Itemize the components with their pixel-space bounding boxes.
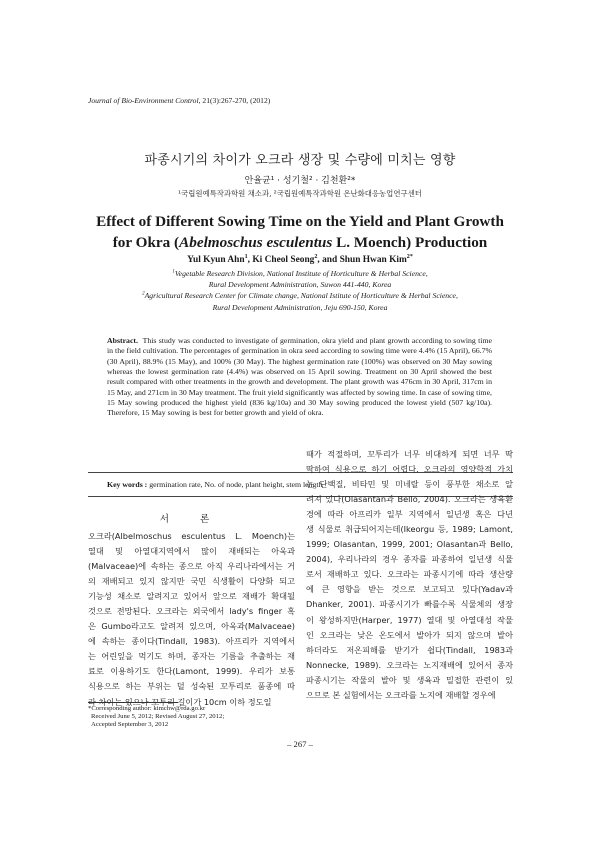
body-text-line: Dhanker, 2001). 파종시기가 빠를수록 식물체의 생장 <box>306 599 513 610</box>
section-heading-introduction: 서 론 <box>159 514 224 525</box>
body-text-line: 1999; Olasantan, 1999, 2001; Olasantan과 Bello, <box>306 539 513 550</box>
korean-authors: 안율균¹ · 성기철² · 김천환²* <box>244 176 356 186</box>
footnote-accepted: Accepted September 3, 2012 <box>91 720 169 728</box>
affiliation-text: Rural Development Administration, Suwon 441-440, Korea <box>208 280 392 290</box>
body-text-line: 때가 적절하며, 꼬투리가 너무 비대하게 되면 너무 딱 <box>306 449 513 459</box>
body-text-line: 이 왕성하지만(Harper, 1977) 열대 및 아열대성 작물 <box>306 614 513 625</box>
body-text-line: 는 어린잎을 먹기도 하며, 종자는 기름을 추출하는 재 <box>88 651 295 662</box>
journal-header <box>88 96 508 105</box>
keywords-label: Key words : <box>107 480 148 489</box>
body-text-line: 열대 및 아열대지역에서 많이 재배되는 아욱과 <box>88 546 295 557</box>
body-text-line: 오크라(Albelmoschus esculentus L. Moench)는 <box>88 531 295 541</box>
affiliation-line <box>90 302 510 313</box>
english-authors <box>0 255 600 265</box>
author-2: Ki Cheol Seong <box>252 255 315 265</box>
body-text-line: Nonnecke, 1989). 오크라는 노지재배에 있어서 종자 <box>306 659 513 670</box>
body-text-line: 생 식물로 취급되어지는데(Ikeorgu 등, 1989; Lamont, <box>306 524 513 535</box>
author-3-sup: 2* <box>406 253 413 260</box>
english-title <box>60 211 540 253</box>
body-text-line: 것으로 전망된다. 오크라는 외국에서 lady's finger 혹 <box>88 606 295 617</box>
author-3: Shun Hwan Kim <box>339 255 407 265</box>
keywords-text: germination rate, No. of node, plant height, stem length <box>147 480 323 489</box>
affiliation-text: Agricultural Research Center for Climate change, National Istitute of Horticulture & Herbal Science, <box>144 291 458 301</box>
affiliation-line <box>90 268 510 279</box>
body-text-line: 기능성 채소로 알려지고 있어서 앞으로 재배가 확대될 <box>88 591 295 602</box>
affiliation-text: Vegetable Research Division, National Institute of Horticulture & Herbal Science, <box>174 269 428 278</box>
abstract-text: This study was conducted to investigate of germination, okra yield and plant growth according to sowing time in the field cultivation. The percentages of germination in okra seed according to sowing time were 4.4% (15 April), 66.7% (30 April), 88.9% (15 May), and 100% (30 May). The highest germination rate (100%) was observed on 30 May sowing whereas the lowest germination rate (4.4%) was observed on 15 April sowing. Treatment on 30 April showed the best result compared with other treatments in the growth and development. The plant growth was 476cm in 30 April, 317cm in 15 May, and 271cm in 30 May treatment. The fruit yield significantly was affected by sowing time. In case of sowing time, 15 May sowing produced the highest yield (836 kg/10a) and 30 May sowing produced the lowest yield (507 kg/10a). Therefore, 15 May sowing is best for better growth and yield of okra. <box>107 336 492 418</box>
body-text-line: 에 속하는 종이다(Tindall, 1983). 아프리카 지역에서 <box>88 636 295 647</box>
footnote-received: Received June 5, 2012; Revised August 27, 2012; <box>91 712 225 720</box>
body-text-line: 경에 따라 아프리카 일부 지역에서 일년생 혹은 다년 <box>306 509 513 520</box>
abstract <box>107 336 492 419</box>
english-affiliations <box>90 268 510 313</box>
affiliation-line <box>90 279 510 290</box>
author-1: Yul Kyun Ahn <box>187 255 245 265</box>
english-title-species: Abelmoschus esculentus <box>179 234 333 251</box>
author-sep-2: , and <box>317 255 340 265</box>
body-text-line: (Malvaceae)에 속하는 종으로 아직 우리나라에서는 거 <box>88 561 295 572</box>
footnote-corresponding: *Corresponding author: kimchw@rda.go.kr <box>88 705 206 712</box>
journal-name: Journal of Bio-Environment Control, <box>88 96 201 105</box>
korean-affiliation: ¹국립원예특작과학원 채소과, ²국립원예특작과학원 온난화대응농업연구센터 <box>178 189 422 198</box>
body-text-line: 료로 이용하기도 한다(Lamont, 1999). 우리가 보통 <box>88 666 295 677</box>
affiliation-sup: 1 <box>172 269 175 275</box>
footnote-rule <box>88 702 178 703</box>
body-text-line: 라 차이는 있으나 꼬투리 길이가 10cm 이하 정도일 <box>88 696 272 707</box>
body-text-line: 려져 있다(Olasantan과 Bello, 2004). 오크라는 생육환 <box>306 494 513 505</box>
english-title-line2-post: L. Moench) Production <box>332 234 488 251</box>
affiliation-sup: 2 <box>142 291 145 297</box>
english-title-line1: Effect of Different Sowing Time on the Yield and Plant Growth <box>96 213 504 230</box>
author-2-sup: 2 <box>314 253 318 260</box>
affiliation-line <box>90 290 510 301</box>
body-text-line: 에 큰 영향을 받는 것으로 보고되고 있다(Yadav과 <box>306 584 513 595</box>
page-number: – 267 – <box>287 739 313 749</box>
body-column-right <box>306 447 513 703</box>
author-1-sup: 1 <box>244 253 248 260</box>
body-text-line: 의 재배되고 있지 않지만 국민 식생활이 다양화 되고 <box>88 576 295 587</box>
body-column-left <box>88 529 295 710</box>
body-text-line: 파종시기는 작물의 발아 및 생육과 밀접한 관련이 있 <box>306 674 513 685</box>
affiliation-text: Rural Development Administration, Jeju 690-150, Korea <box>212 302 388 312</box>
footnote <box>88 705 303 729</box>
body-text-line: 2004), 우리나라의 경우 종자를 파종하여 일년생 식물 <box>306 554 513 565</box>
english-title-line2-pre: for Okra ( <box>112 234 180 251</box>
body-text-line: 는 단백질, 비타민 및 미네랄 등이 풍부한 채소로 알 <box>306 479 513 490</box>
body-text-line: 인 오크라는 낮은 온도에서 발아가 되지 않으며 발아 <box>306 629 513 640</box>
abstract-label: Abstract. <box>107 336 138 345</box>
korean-title: 파종시기의 차이가 오크라 생장 및 수량에 미치는 영향 <box>144 153 456 168</box>
body-text-line: 은 Gumbo라고도 알려져 있으며, 아욱과(Malvaceae) <box>88 621 295 632</box>
author-sep-1: , <box>247 255 253 265</box>
body-text-line: 하더라도 저온피해를 받기가 쉽다(Tindall, 1983과 <box>306 644 513 655</box>
body-text-line: 딱하여 식용으로 하기 어렵다. 오크라의 영양학적 가치 <box>306 464 513 475</box>
journal-issue: 21(3):267-270, (2012) <box>200 96 271 105</box>
body-text-line: 로서 재배하고 있다. 오크라는 파종시기에 따라 생산량 <box>306 569 513 580</box>
body-text-line: 식용으로 하는 부위는 덜 성숙된 꼬투리로 품종에 따 <box>88 681 295 692</box>
body-text-line: 으므로 본 실험에서는 오크라를 노지에 재배할 경우에 <box>306 689 496 700</box>
